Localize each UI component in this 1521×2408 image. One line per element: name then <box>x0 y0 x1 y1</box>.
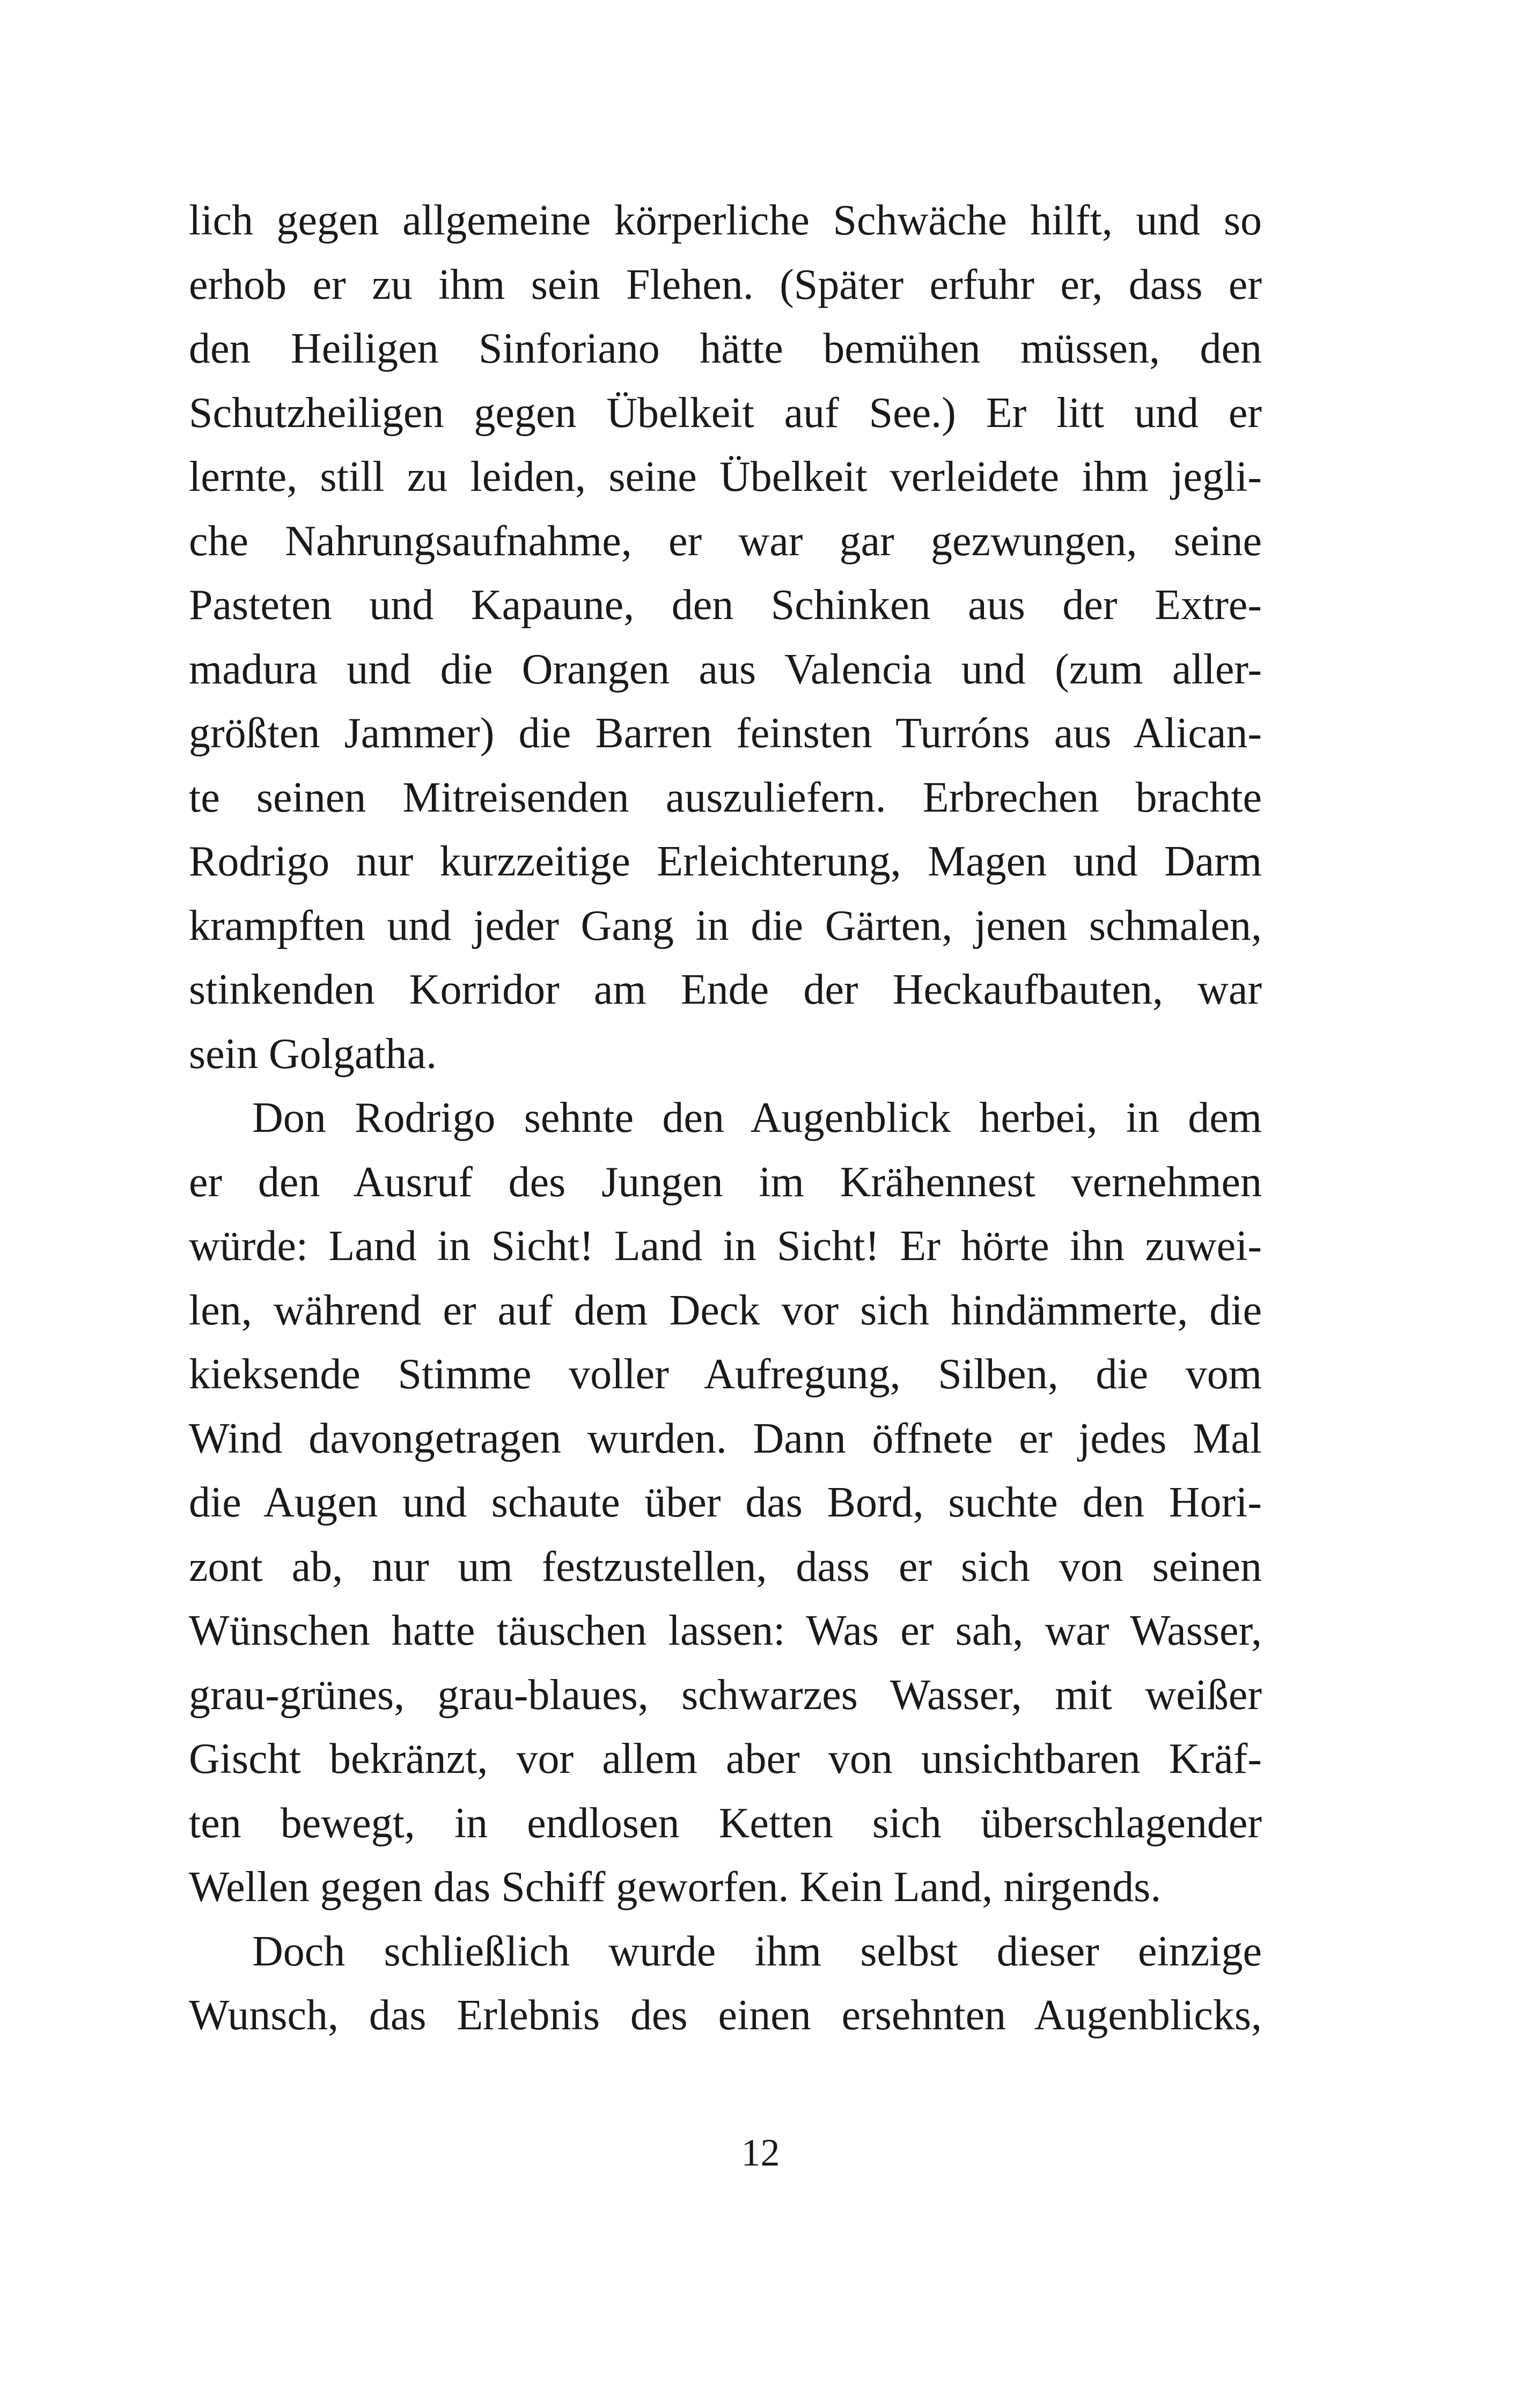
paragraph-2 <box>189 1086 1262 1920</box>
text-line: die Augen und schaute über das Bord, suchte den Hori- <box>189 1479 1262 1526</box>
text-line: Pasteten und Kapaune, den Schinken aus der Extre- <box>189 581 1262 629</box>
text-line: krampften und jeder Gang in die Gärten, jenen schmalen, <box>189 902 1262 949</box>
body-text <box>189 189 1262 2048</box>
text-line: lich gegen allgemeine körperliche Schwäche hilft, und so <box>189 197 1262 244</box>
page-number: 12 <box>741 2131 780 2174</box>
text-line: Gischt bekränzt, vor allem aber von unsichtbaren Kräf- <box>189 1735 1262 1783</box>
text-line: kieksende Stimme voller Aufregung, Silben, die vom <box>189 1351 1262 1398</box>
paragraph-1 <box>189 189 1262 1086</box>
text-line: er den Ausruf des Jungen im Krähennest vernehmen <box>189 1158 1262 1206</box>
text-line: Schutzheiligen gegen Übelkeit auf See.) Er litt und er <box>189 389 1262 437</box>
text-line: madura und die Orangen aus Valencia und (zum aller- <box>189 645 1262 693</box>
paragraph-3 <box>189 1920 1262 2048</box>
text-line: grau-grünes, grau-blaues, schwarzes Wasser, mit weißer <box>189 1671 1262 1719</box>
text-line: ten bewegt, in endlosen Ketten sich überschlagender <box>189 1799 1262 1847</box>
text-line: Wind davongetragen wurden. Dann öffnete er jedes Mal <box>189 1415 1262 1462</box>
text-line: Doch schließlich wurde ihm selbst dieser einzige <box>252 1927 1262 1975</box>
text-line: Rodrigo nur kurzzeitige Erleichterung, Magen und Darm <box>189 838 1262 885</box>
text-line: te seinen Mitreisenden auszuliefern. Erbrechen brachte <box>189 774 1262 821</box>
text-line: zont ab, nur um festzustellen, dass er sich von seinen <box>189 1543 1262 1590</box>
text-line: Don Rodrigo sehnte den Augenblick herbei, in dem <box>252 1094 1262 1142</box>
text-line: den Heiligen Sinforiano hätte bemühen müssen, den <box>189 325 1262 372</box>
text-line: größten Jammer) die Barren feinsten Turróns aus Alican- <box>189 710 1262 757</box>
text-line: würde: Land in Sicht! Land in Sicht! Er hörte ihn zuwei- <box>189 1223 1262 1270</box>
text-line: sein Golgatha. <box>189 1030 437 1078</box>
text-line: che Nahrungsaufnahme, er war gar gezwungen, seine <box>189 517 1262 565</box>
text-line: Wunsch, das Erlebnis des einen ersehnten Augenblicks, <box>189 1992 1262 2039</box>
text-line: erhob er zu ihm sein Flehen. (Später erfuhr er, dass er <box>189 261 1262 308</box>
text-line: Wellen gegen das Schiff geworfen. Kein Land, nirgends. <box>189 1864 1162 1911</box>
text-line: lernte, still zu leiden, seine Übelkeit verleidete ihm jegli- <box>189 453 1262 500</box>
text-line: len, während er auf dem Deck vor sich hindämmerte, die <box>189 1286 1262 1334</box>
text-line: Wünschen hatte täuschen lassen: Was er sah, war Wasser, <box>189 1607 1262 1654</box>
text-line: stinkenden Korridor am Ende der Heckaufbauten, war <box>189 966 1262 1013</box>
